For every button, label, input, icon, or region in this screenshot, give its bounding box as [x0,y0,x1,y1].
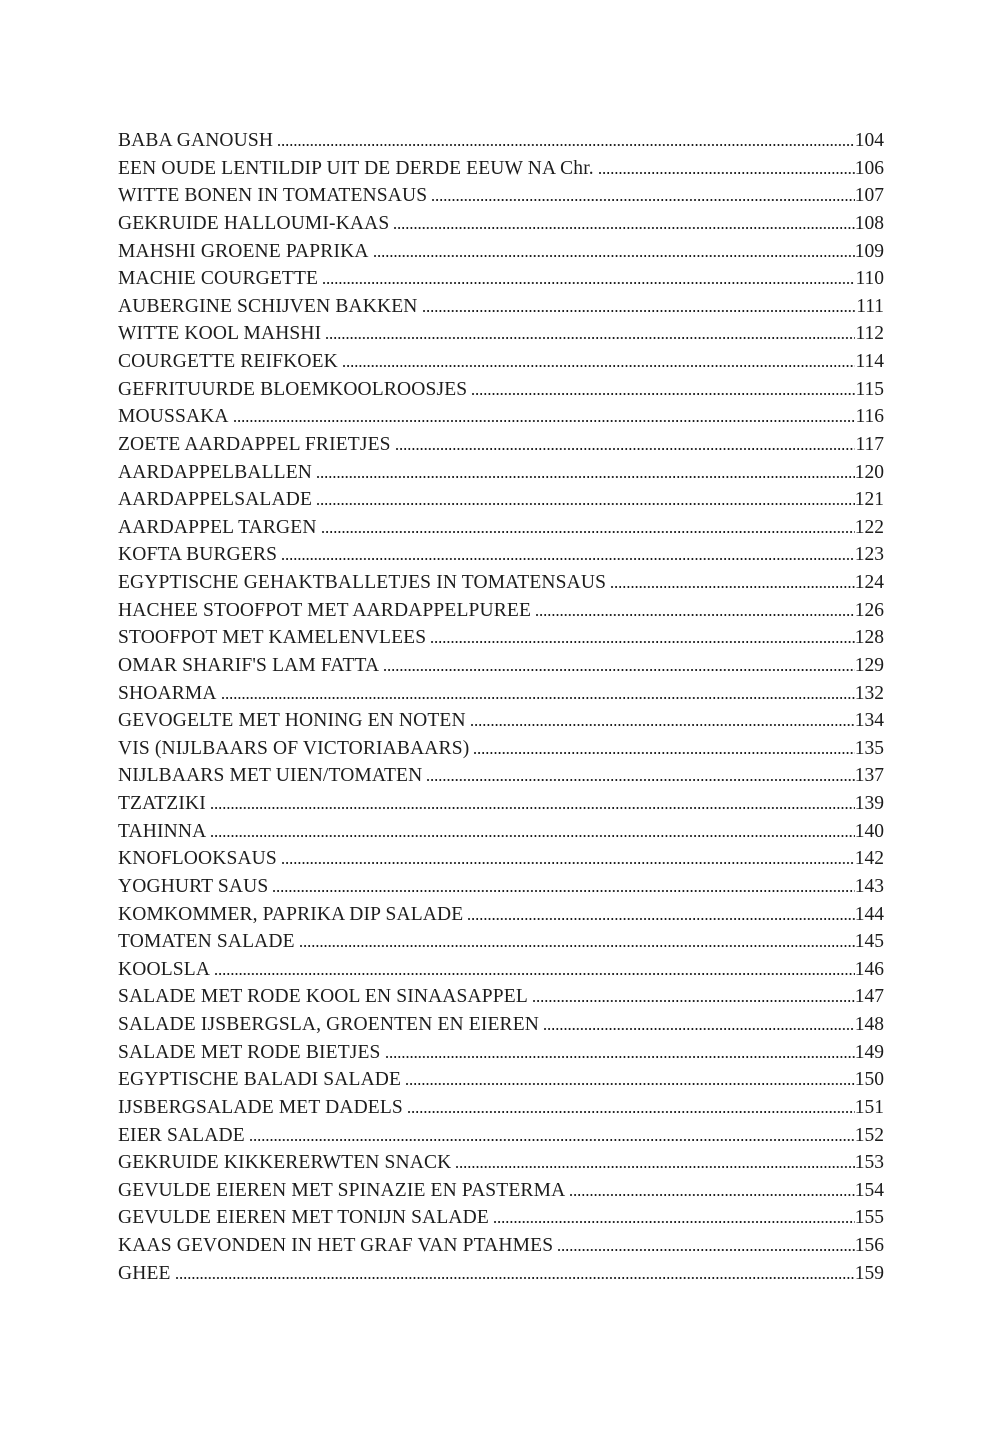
toc-entry-title: GEVULDE EIEREN MET SPINAZIE EN PASTERMA [118,1179,566,1201]
toc-entry-page-number: 126 [854,599,884,621]
dot-leader [494,1221,855,1223]
toc-entry-page-number: 109 [854,240,884,262]
dot-leader [570,1194,854,1196]
toc-entry-page-number: 123 [854,544,884,566]
toc-entry [118,762,884,790]
toc-entry-title: STOOFPOT MET KAMELENVLEES [118,627,427,649]
toc-entry-title: WITTE KOOL MAHSHI [118,323,322,345]
toc-entry-page-number: 144 [854,903,884,925]
dot-leader [374,255,855,257]
toc-entry-title: SHOARMA [118,682,217,704]
dot-leader [343,365,856,367]
toc-entry [118,376,884,404]
toc-entry-page-number: 145 [854,931,884,953]
toc-entry [118,293,884,321]
toc-entry-title: IJSBERGSALADE MET DADELS [118,1096,403,1118]
toc-entry-title: GHEE [118,1262,171,1284]
toc-entry-page-number: 142 [854,848,884,870]
toc-entry-title: KOFTA BURGERS [118,544,278,566]
toc-entry [118,1066,884,1094]
toc-entry [118,818,884,846]
toc-entry-page-number: 115 [855,378,884,400]
toc-entry [118,1011,884,1039]
toc-entry-title: TAHINNA [118,820,207,842]
toc-entry-title: KNOFLOOKSAUS [118,848,277,870]
toc-entry [118,1122,884,1150]
dot-leader [406,1083,855,1085]
toc-entry-page-number: 117 [855,433,884,455]
toc-entry-page-number: 140 [854,820,884,842]
dot-leader [544,1028,855,1030]
toc-entry [118,155,884,183]
dot-leader [250,1139,855,1141]
dot-leader [282,558,855,560]
toc-entry-page-number: 159 [854,1262,884,1284]
toc-entry-page-number: 152 [854,1124,884,1146]
dot-leader [558,1249,855,1251]
toc-entry [118,265,884,293]
toc-entry-title: EEN OUDE LENTILDIP UIT DE DERDE EEUW NA Chr. [118,157,594,179]
toc-entry-title: TOMATEN SALADE [118,931,295,953]
dot-leader [278,144,855,146]
dot-leader [384,669,854,671]
toc-entry-title: OMAR SHARIF'S LAM FATTA [118,654,380,676]
toc-entry [118,873,884,901]
toc-entry [118,569,884,597]
toc-entry-title: AARDAPPELSALADE [118,489,313,511]
toc-entry-page-number: 132 [854,682,884,704]
toc-entry-title: AUBERGINE SCHIJVEN BAKKEN [118,295,418,317]
toc-entry [118,983,884,1011]
toc-entry-page-number: 155 [854,1207,884,1229]
dot-leader [599,172,855,174]
toc-entry-title: SALADE MET RODE BIETJES [118,1041,381,1063]
toc-entry-page-number: 149 [854,1041,884,1063]
dot-leader [176,1277,855,1279]
toc-entry [118,735,884,763]
dot-leader [394,227,854,229]
dot-leader [317,503,855,505]
toc-entry-title: GEKRUIDE HALLOUMI-KAAS [118,212,390,234]
toc-entry [118,431,884,459]
toc-entry-title: TZATZIKI [118,793,206,814]
toc-entry-page-number: 139 [854,793,884,814]
toc-entry-title: KOMKOMMER, PAPRIKA DIP SALADE [118,903,464,925]
toc-entry-title: NIJLBAARS MET UIEN/TOMATEN [118,765,423,787]
toc-entry-title: VIS (NIJLBAARS OF VICTORIABAARS) [118,737,470,759]
toc-entry-page-number: 153 [854,1152,884,1174]
toc-entry-page-number: 148 [854,1014,884,1035]
toc-entry-page-number: 106 [854,157,884,179]
dot-leader [326,337,855,339]
dot-leader [427,779,854,781]
dot-leader [432,199,855,201]
toc-entry-title: WITTE BONEN IN TOMATENSAUS [118,185,428,207]
toc-entry [118,707,884,735]
toc-entry-title: KAAS GEVONDEN IN HET GRAF VAN PTAHMES [118,1235,554,1256]
toc-entry-title: EIER SALADE [118,1124,245,1146]
toc-entry-title: GEKRUIDE KIKKERERWTEN SNACK [118,1152,452,1174]
dot-leader [215,973,855,975]
toc-entry-page-number: 120 [854,461,884,483]
toc-entry-page-number: 128 [854,627,884,649]
toc-entry-title: MACHIE COURGETTE [118,268,319,290]
toc-entry-title: KOOLSLA [118,958,211,980]
toc-entry-title: MOUSSAKA [118,406,229,428]
toc-entry-title: SALADE MET RODE KOOL EN SINAASAPPEL [118,986,528,1008]
toc-entry-title: EGYPTISCHE BALADI SALADE [118,1069,402,1091]
toc-entry-title: SALADE IJSBERGSLA, GROENTEN EN EIEREN [118,1014,539,1035]
toc-entry-page-number: 129 [854,654,884,676]
dot-leader [211,835,854,837]
toc-entry [118,127,884,155]
dot-leader [396,448,856,450]
toc-entry [118,348,884,376]
toc-entry-page-number: 137 [854,765,884,787]
dot-leader [472,393,855,395]
toc-entry-page-number: 114 [855,351,884,372]
dot-leader [456,1166,854,1168]
toc-entry-page-number: 150 [854,1069,884,1091]
toc-entry [118,459,884,487]
dot-leader [431,641,855,643]
toc-entry-page-number: 111 [856,295,884,317]
toc-entry-title: AARDAPPELBALLEN [118,461,313,483]
toc-entry-page-number: 110 [855,268,884,290]
toc-entry [118,1177,884,1205]
toc-entry [118,1260,884,1288]
toc-entry [118,1039,884,1067]
dot-leader [273,890,854,892]
toc-entry-page-number: 122 [854,516,884,538]
dot-leader [211,807,855,809]
toc-entry-page-number: 147 [854,986,884,1008]
dot-leader [423,310,857,312]
toc-entry-page-number: 143 [854,875,884,897]
dot-leader [222,697,855,699]
toc-entry [118,790,884,818]
dot-leader [408,1111,855,1113]
toc-entry-page-number: 108 [854,212,884,234]
dot-leader [300,945,855,947]
dot-leader [317,476,855,478]
toc-entry-title: HACHEE STOOFPOT MET AARDAPPELPUREE [118,599,532,621]
toc-entry [118,845,884,873]
toc-entry-page-number: 151 [854,1096,884,1118]
toc-entry [118,901,884,929]
toc-entry-page-number: 154 [854,1179,884,1201]
toc-entry [118,182,884,210]
toc-entry [118,238,884,266]
toc-entry-title: YOGHURT SAUS [118,875,269,897]
toc-entry-page-number: 156 [854,1235,884,1256]
toc-entry-title: COURGETTE REIFKOEK [118,351,338,372]
toc-entry [118,928,884,956]
dot-leader [471,724,855,726]
toc-entry [118,1232,884,1260]
dot-leader [323,282,855,284]
toc-entry-title: ZOETE AARDAPPEL FRIETJES [118,433,391,455]
toc-entry-page-number: 116 [855,406,884,428]
dot-leader [474,752,854,754]
toc-entry [118,956,884,984]
toc-entry [118,597,884,625]
dot-leader [282,862,855,864]
toc-entry [118,486,884,514]
toc-entry-page-number: 135 [854,737,884,759]
toc-entry [118,680,884,708]
toc-entry [118,624,884,652]
dot-leader [611,586,855,588]
dot-leader [322,531,855,533]
dot-leader [533,1000,855,1002]
toc-entry-page-number: 146 [854,958,884,980]
toc-entry-title: EGYPTISCHE GEHAKTBALLETJES IN TOMATENSAUS [118,572,607,593]
toc-entry [118,1204,884,1232]
toc-entry [118,541,884,569]
toc-entry-title: GEVULDE EIEREN MET TONIJN SALADE [118,1207,489,1229]
dot-leader [536,614,855,616]
toc-entry-page-number: 104 [854,130,884,151]
toc-entry-title: BABA GANOUSH [118,130,274,151]
toc-entry [118,1094,884,1122]
toc-entry-title: MAHSHI GROENE PAPRIKA [118,240,369,262]
toc-entry-page-number: 112 [855,323,884,345]
toc-entry-title: GEVOGELTE MET HONING EN NOTEN [118,710,466,732]
toc-entry [118,403,884,431]
dot-leader [468,918,854,920]
toc-entry [118,514,884,542]
toc-entry-page-number: 124 [854,572,884,593]
dot-leader [234,420,856,422]
toc-entry-page-number: 121 [854,489,884,511]
table-of-contents [118,127,884,1287]
toc-entry [118,320,884,348]
toc-entry-page-number: 134 [854,710,884,732]
dot-leader [386,1056,855,1058]
toc-entry-title: AARDAPPEL TARGEN [118,516,317,538]
toc-entry-page-number: 107 [854,185,884,207]
toc-entry [118,652,884,680]
toc-entry-title: GEFRITUURDE BLOEMKOOLROOSJES [118,378,468,400]
toc-entry [118,1149,884,1177]
toc-entry [118,210,884,238]
